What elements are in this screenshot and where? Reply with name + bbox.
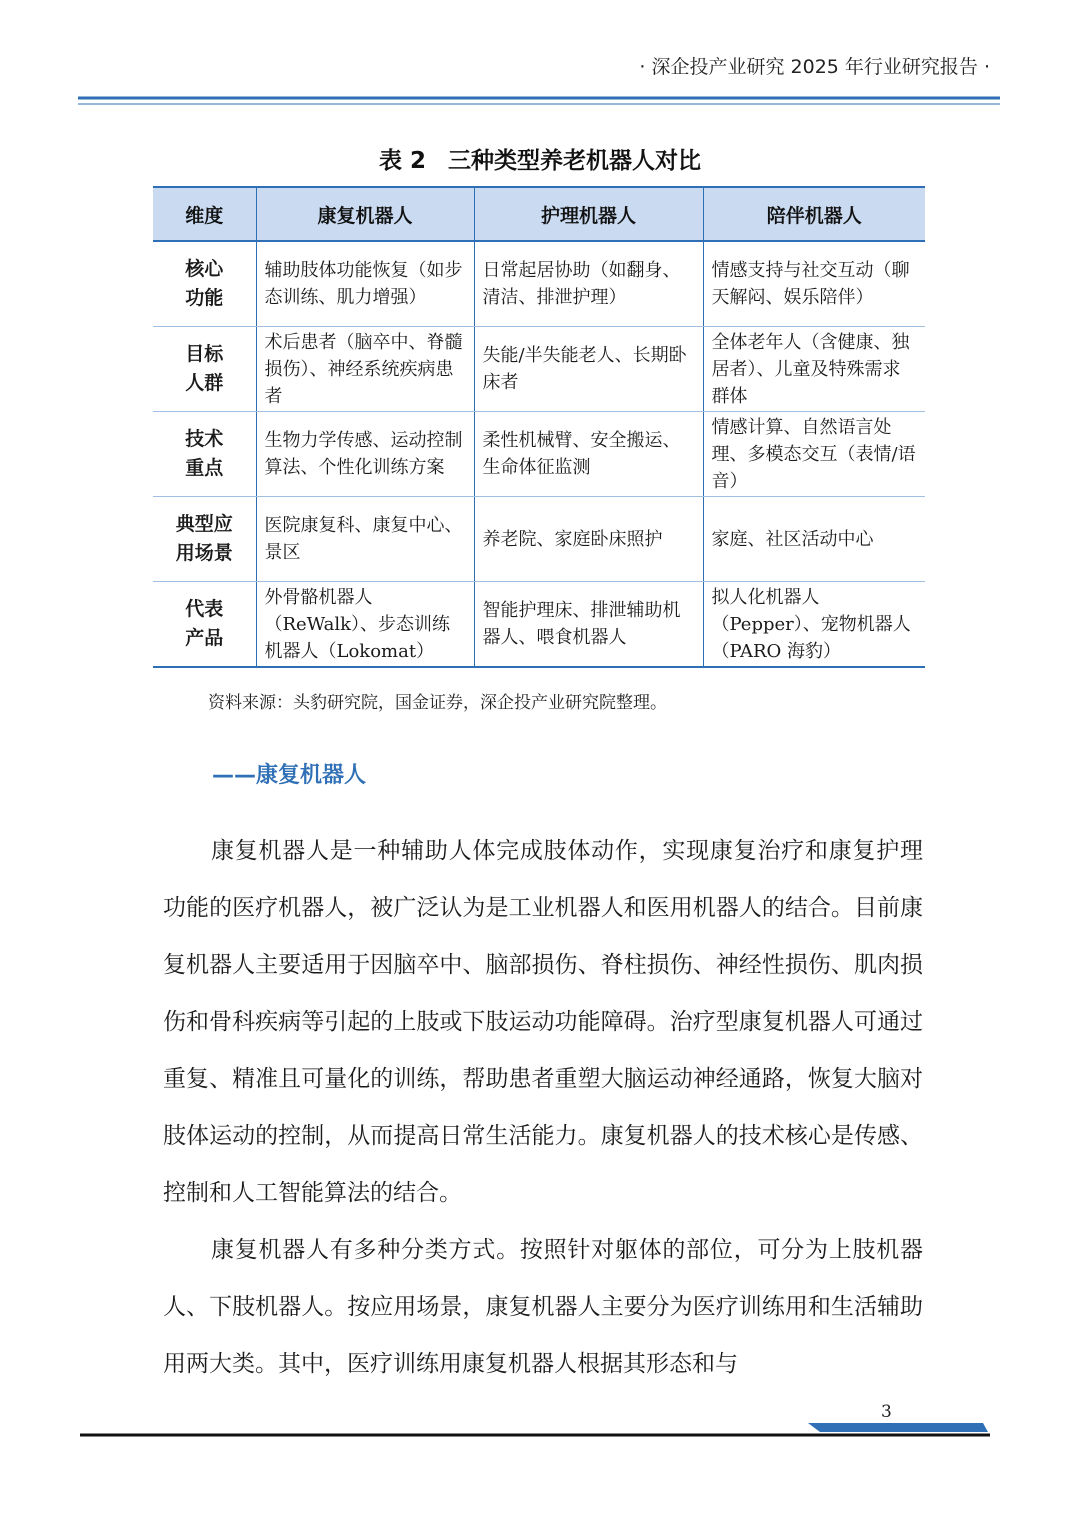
row-header-line: 技术 bbox=[185, 428, 224, 450]
table-row bbox=[153, 327, 925, 412]
table-caption bbox=[0, 142, 1080, 175]
column-header-nursing: 护理机器人 bbox=[474, 187, 703, 241]
cell-nursing: 日常起居协助（如翻身、清洁、排泄护理） bbox=[474, 241, 703, 327]
column-header-dimension: 维度 bbox=[153, 187, 256, 241]
table-caption-number: 表 2 bbox=[378, 148, 426, 174]
footer-rule bbox=[0, 1420, 1080, 1440]
column-header-rehab: 康复机器人 bbox=[256, 187, 474, 241]
cell-nursing: 智能护理床、排泄辅助机器人、喂食机器人 bbox=[474, 582, 703, 668]
body-text bbox=[163, 823, 923, 1393]
table-caption-title: 三种类型养老机器人对比 bbox=[448, 148, 701, 174]
row-header-target-group bbox=[153, 327, 256, 412]
table-row bbox=[153, 582, 925, 668]
cell-companion: 情感支持与社交互动（聊天解闷、娱乐陪伴） bbox=[703, 241, 925, 327]
cell-rehab: 外骨骼机器人（ReWalk）、步态训练机器人（Lokomat） bbox=[256, 582, 474, 668]
paragraph: 康复机器人是一种辅助人体完成肢体动作，实现康复治疗和康复护理功能的医疗机器人，被广泛认为是工业机器人和医用机器人的结合。目前康复机器人主要适用于因脑卒中、脑部损伤、脊柱损伤、神经性损伤、肌肉损伤和骨科疾病等引起的上肢或下肢运动功能障碍。治疗型康复机器人可通过重复、精准且可量化的训练，帮助患者重塑大脑运动神经通路，恢复大脑对肢体运动的控制，从而提高日常生活能力。康复机器人的技术核心是传感、控制和人工智能算法的结合。 bbox=[163, 838, 923, 1206]
row-header-line: 代表 bbox=[185, 598, 224, 620]
paragraph: 康复机器人有多种分类方式。按照针对躯体的部位，可分为上肢机器人、下肢机器人。按应用场景，康复机器人主要分为医疗训练用和生活辅助用两大类。其中，医疗训练用康复机器人根据其形态和与 bbox=[163, 1237, 923, 1377]
row-header-line: 核心 bbox=[185, 258, 224, 280]
table-row bbox=[153, 412, 925, 497]
cell-rehab: 医院康复科、康复中心、景区 bbox=[256, 497, 474, 582]
cell-companion: 家庭、社区活动中心 bbox=[703, 497, 925, 582]
cell-companion: 拟人化机器人（Pepper）、宠物机器人（PARO 海豹） bbox=[703, 582, 925, 668]
table-source-note: 资料来源：头豹研究院，国金证券，深企投产业研究院整理。 bbox=[208, 693, 667, 713]
row-header-core-function bbox=[153, 241, 256, 327]
cell-nursing: 养老院、家庭卧床照护 bbox=[474, 497, 703, 582]
row-header-tech-focus bbox=[153, 412, 256, 497]
row-header-line: 功能 bbox=[185, 287, 224, 309]
row-header-line: 人群 bbox=[185, 372, 224, 394]
row-header-line: 产品 bbox=[185, 627, 224, 649]
comparison-table bbox=[153, 186, 925, 668]
cell-rehab: 辅助肢体功能恢复（如步态训练、肌力增强） bbox=[256, 241, 474, 327]
footer-accent-bar bbox=[808, 1423, 988, 1432]
cell-companion: 情感计算、自然语言处理、多模态交互（表情/语音） bbox=[703, 412, 925, 497]
section-heading: ——康复机器人 bbox=[212, 763, 367, 788]
cell-nursing: 失能/半失能老人、长期卧床者 bbox=[474, 327, 703, 412]
row-header-line: 用场景 bbox=[175, 542, 233, 564]
table-row bbox=[153, 497, 925, 582]
cell-nursing: 柔性机械臂、安全搬运、生命体征监测 bbox=[474, 412, 703, 497]
row-header-line: 重点 bbox=[185, 457, 224, 479]
row-header-line: 目标 bbox=[185, 343, 224, 365]
header-rule bbox=[0, 95, 1080, 107]
table-header-row bbox=[153, 187, 925, 241]
row-header-products bbox=[153, 582, 256, 668]
cell-rehab: 术后患者（脑卒中、脊髓损伤）、神经系统疾病患者 bbox=[256, 327, 474, 412]
table-row bbox=[153, 241, 925, 327]
row-header-line: 典型应 bbox=[175, 513, 233, 535]
running-header: · 深企投产业研究 2025 年行业研究报告 · bbox=[639, 56, 990, 78]
column-header-companion: 陪伴机器人 bbox=[703, 187, 925, 241]
cell-companion: 全体老年人（含健康、独居者）、儿童及特殊需求群体 bbox=[703, 327, 925, 412]
row-header-scenario bbox=[153, 497, 256, 582]
page-number: 3 bbox=[881, 1402, 892, 1422]
cell-rehab: 生物力学传感、运动控制算法、个性化训练方案 bbox=[256, 412, 474, 497]
